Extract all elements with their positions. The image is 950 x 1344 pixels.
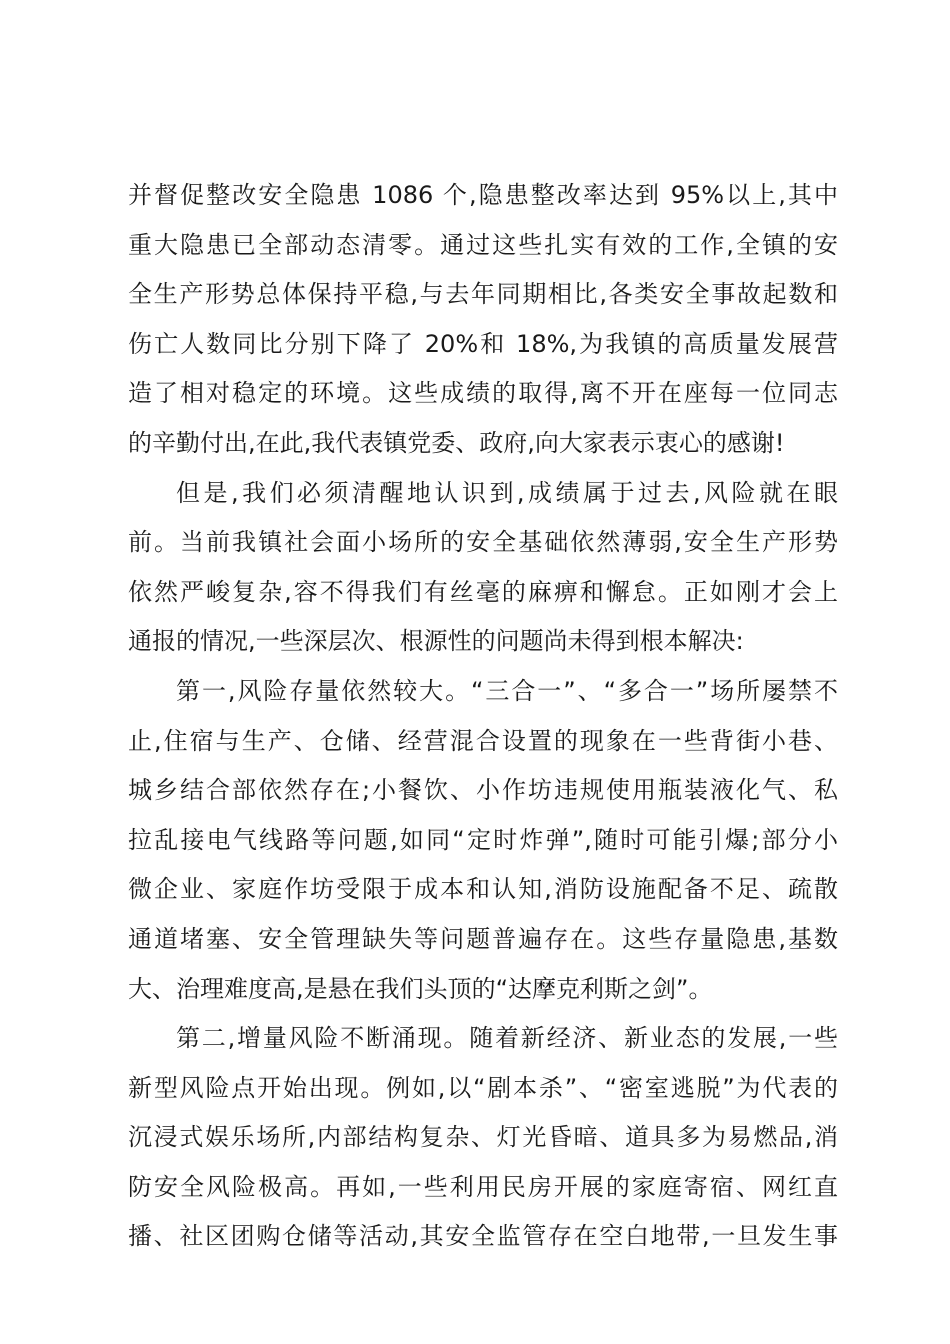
text-line: 城乡结合部依然存在;小餐饮、小作坊违规使用瓶装液化气、私 <box>128 776 838 805</box>
paragraph-first-line: 第二,增量风险不断涌现。随着新经济、新业态的发展,一些 <box>176 1024 838 1053</box>
text-line: 通报的情况,一些深层次、根源性的问题尚未得到根本解决: <box>128 627 744 656</box>
text-line: 全生产形势总体保持平稳,与去年同期相比,各类安全事故起数和 <box>128 280 838 309</box>
text-line: 播、社区团购仓储等活动,其安全监管存在空白地带,一旦发生事 <box>128 1222 838 1251</box>
text-line: 新型风险点开始出现。例如,以“剧本杀”、“密室逃脱”为代表的 <box>128 1073 838 1102</box>
text-line: 大、治理难度高,是悬在我们头顶的“达摩克利斯之剑”。 <box>128 974 713 1003</box>
text-line: 造了相对稳定的环境。这些成绩的取得,离不开在座每一位同志 <box>128 379 838 408</box>
paragraph-first-line: 第一,风险存量依然较大。“三合一”、“多合一”场所屡禁不 <box>176 676 838 705</box>
text-line: 沉浸式娱乐场所,内部结构复杂、灯光昏暗、道具多为易燃品,消 <box>128 1123 838 1152</box>
body-text <box>128 171 838 1262</box>
text-line: 前。当前我镇社会面小场所的安全基础依然薄弱,安全生产形势 <box>128 528 838 557</box>
text-line: 微企业、家庭作坊受限于成本和认知,消防设施配备不足、疏散 <box>128 875 838 904</box>
text-line: 通道堵塞、安全管理缺失等问题普遍存在。这些存量隐患,基数 <box>128 924 838 953</box>
text-line: 止,住宿与生产、仓储、经营混合设置的现象在一些背街小巷、 <box>128 726 838 755</box>
text-line: 并督促整改安全隐患 1086 个,隐患整改率达到 95%以上,其中 <box>128 181 838 209</box>
text-line: 依然严峻复杂,容不得我们有丝毫的麻痹和懈怠。正如刚才会上 <box>128 577 838 606</box>
text-line: 的辛勤付出,在此,我代表镇党委、政府,向大家表示衷心的感谢! <box>128 428 785 457</box>
text-line: 伤亡人数同比分别下降了 20%和 18%,为我镇的高质量发展营 <box>128 329 838 358</box>
paragraph-first-line: 但是,我们必须清醒地认识到,成绩属于过去,风险就在眼 <box>176 478 838 507</box>
text-line: 重大隐患已全部动态清零。通过这些扎实有效的工作,全镇的安 <box>128 230 838 259</box>
text-line: 防安全风险极高。再如,一些利用民房开展的家庭寄宿、网红直 <box>128 1172 838 1201</box>
text-line: 拉乱接电气线路等问题,如同“定时炸弹”,随时可能引爆;部分小 <box>128 825 838 854</box>
